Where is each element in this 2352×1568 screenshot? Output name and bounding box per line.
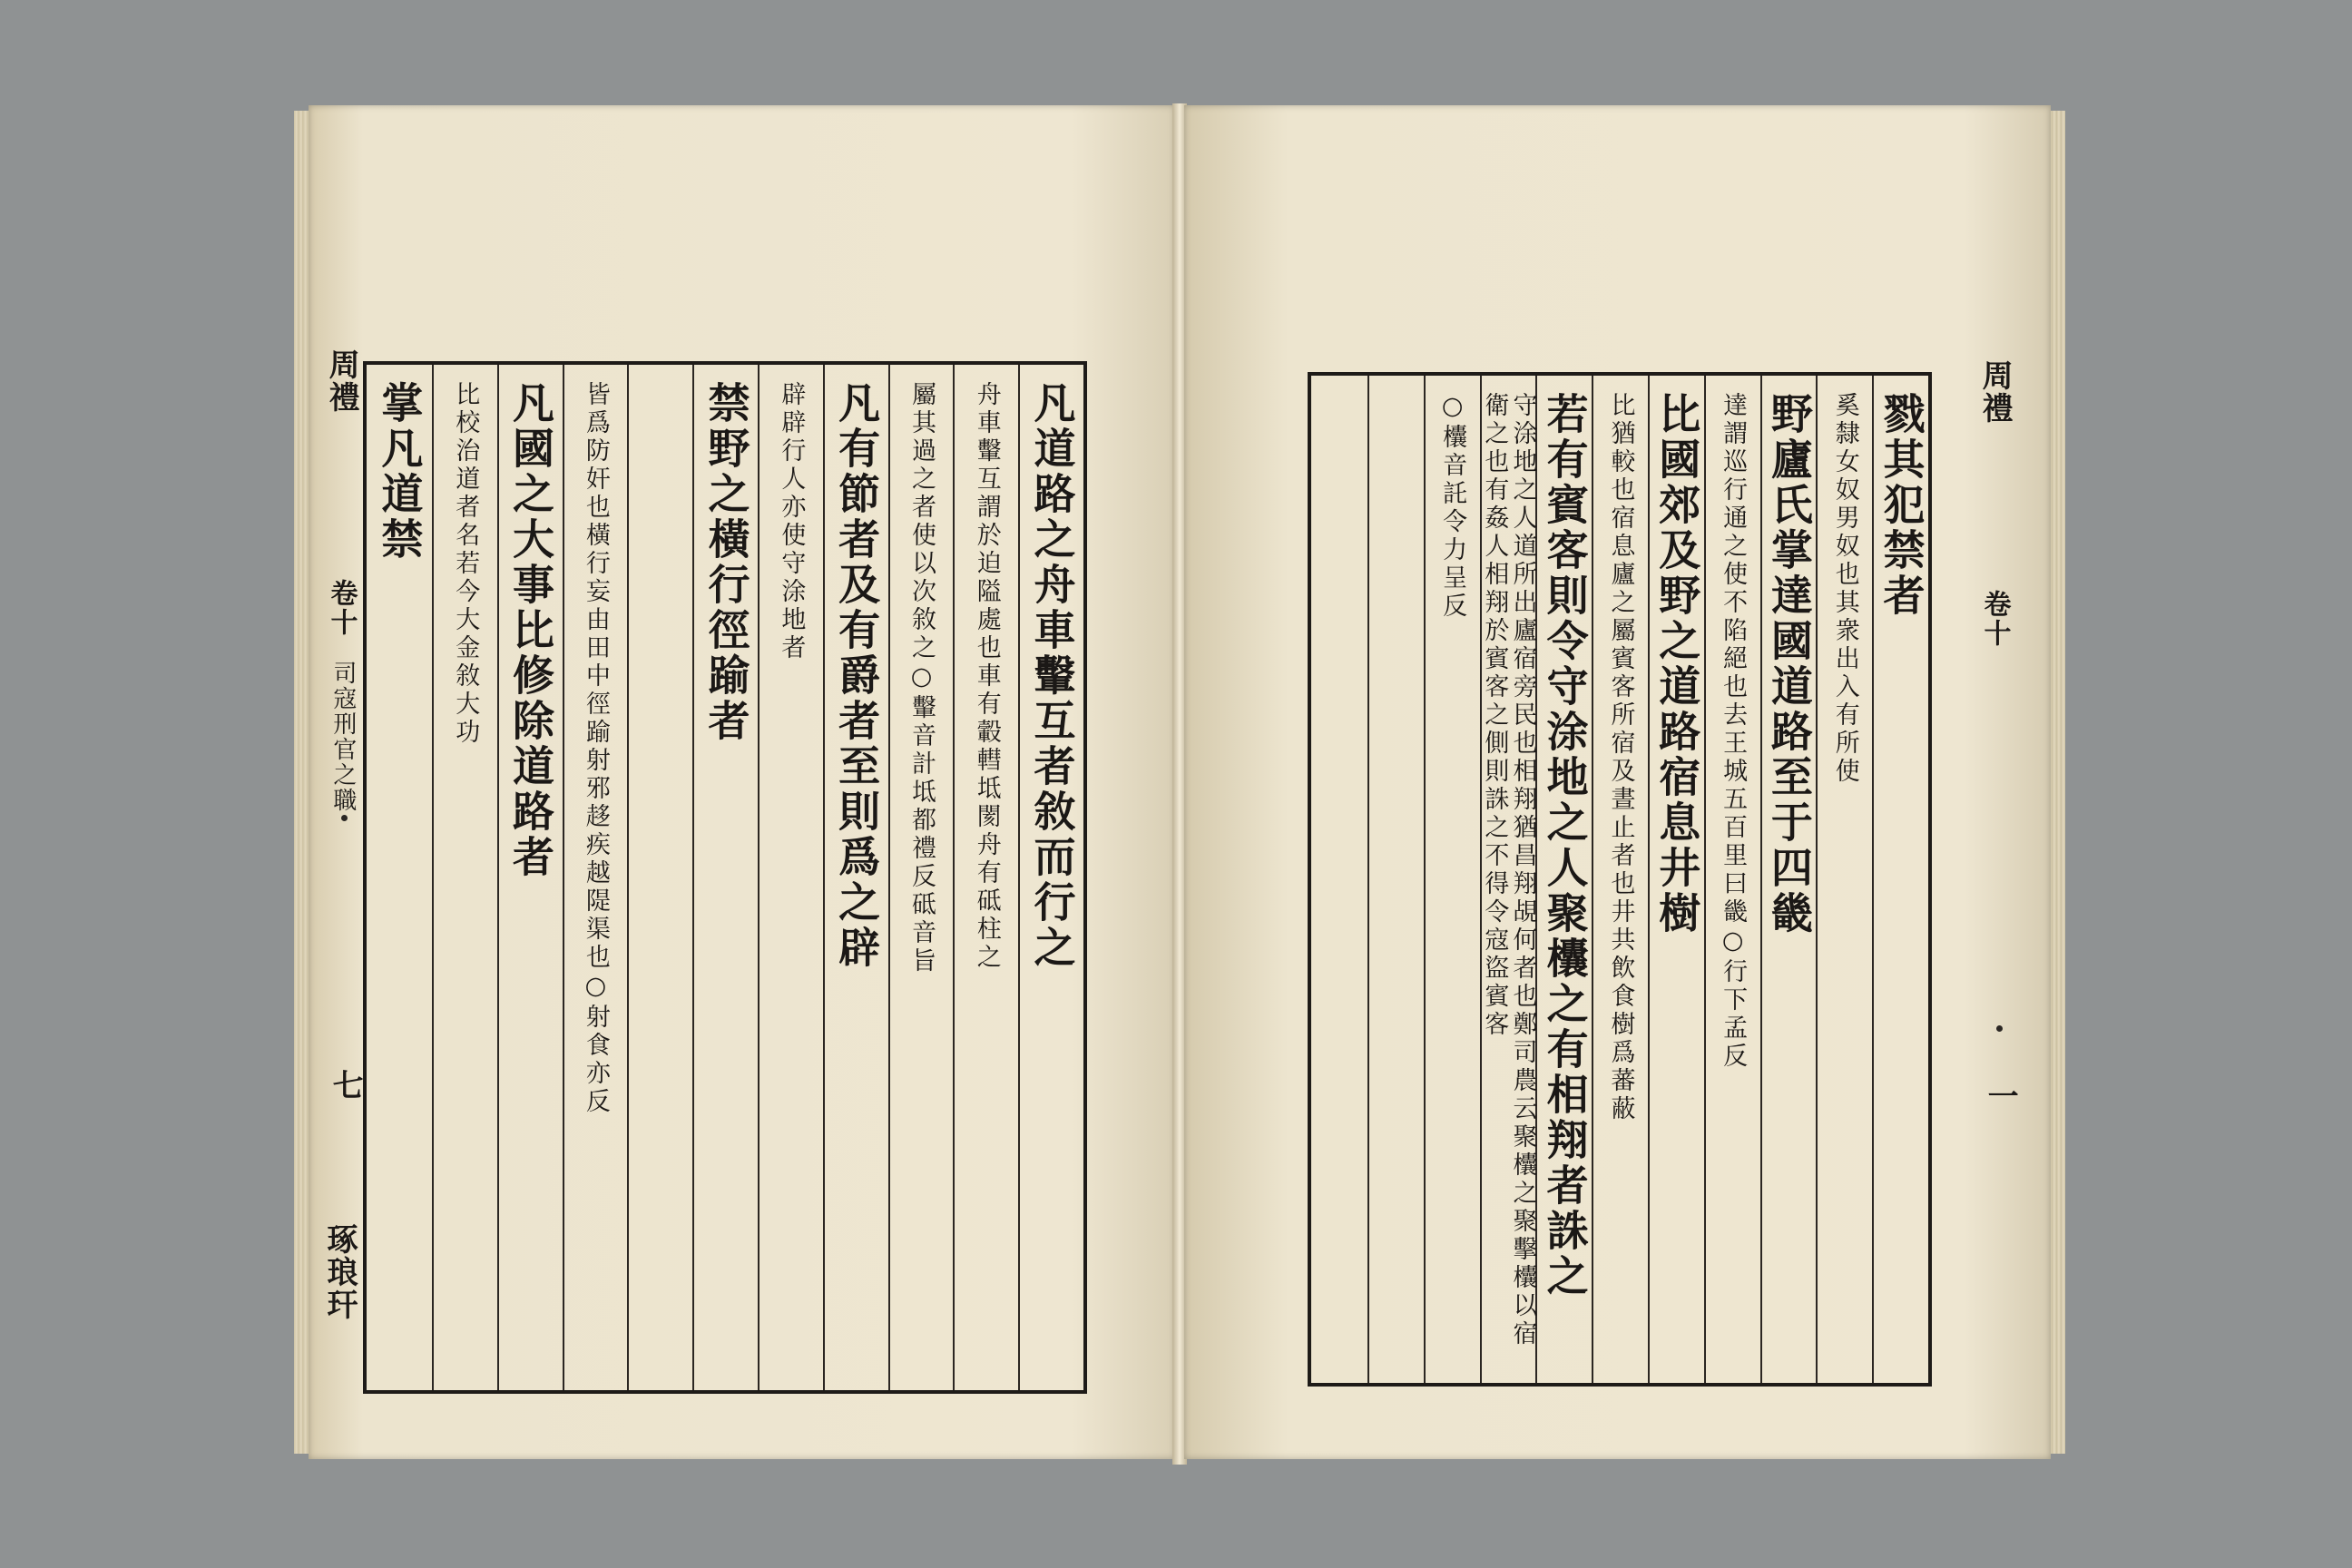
commentary-text: 比校治道者名若今大金敘大功: [451, 381, 480, 747]
main-text: 若有賓客則令守涂地之人聚欜之有相翔者誅之: [1540, 392, 1590, 1299]
main-text: 凡有節者及有爵者至則爲之辟: [832, 381, 882, 971]
commentary-text: 辟辟行人亦使守涂地者: [777, 381, 806, 662]
text-column: [758, 365, 823, 1390]
left-text-columns: [367, 365, 1083, 1390]
left-page: [309, 105, 1175, 1459]
text-column: [953, 365, 1018, 1390]
margin-volume: 卷十: [1978, 590, 2011, 648]
text-column: [1424, 376, 1480, 1383]
commentary-text: 比猶較也宿息廬之屬賓客所宿及晝止者也井共飲食樹爲蕃蔽: [1606, 392, 1635, 1123]
text-column: [1367, 376, 1424, 1383]
margin-section: 司寇刑官之職: [328, 661, 357, 813]
margin-volume: 卷十: [325, 579, 358, 637]
text-column: [1872, 376, 1928, 1383]
commentary-text: 達謂巡行通之使不陷絕也去王城五百里曰畿○行下孟反: [1719, 392, 1748, 1071]
main-text: 掌凡道禁: [375, 381, 425, 563]
text-column: [1816, 376, 1872, 1383]
commentary-text: 舟車轚互謂於迫隘處也車有轂轊坻閡舟有砥柱之: [972, 381, 1001, 972]
main-text: 野廬氏掌達國道路至于四畿: [1764, 392, 1814, 936]
text-column: [823, 365, 888, 1390]
margin-leaf-number: 一: [1982, 1080, 2019, 1112]
text-column: [1704, 376, 1760, 1383]
fold-dot: [1996, 1025, 2003, 1032]
main-text: 戮其犯禁者: [1877, 392, 1926, 619]
text-column: [888, 365, 954, 1390]
main-text: 禁野之橫行徑踰者: [701, 381, 751, 744]
text-column: [432, 365, 497, 1390]
commentary-text: 皆爲防奸也橫行妄由田中徑踰射邪趍疾越隄渠也○射食亦反: [581, 381, 610, 1116]
text-column: [563, 365, 628, 1390]
main-text: 比國郊及野之道路宿息井樹: [1652, 392, 1702, 936]
right-text-frame: [1308, 372, 1932, 1387]
main-text: 凡道路之舟車轚互者敘而行之: [1027, 381, 1077, 971]
commentary-text: ○欜音託令力呈反: [1438, 392, 1467, 621]
text-column: [1480, 376, 1536, 1383]
text-column: [1648, 376, 1704, 1383]
text-column: [1311, 376, 1367, 1383]
margin-book-title: 周禮: [323, 348, 360, 414]
fold-dot: [341, 815, 348, 821]
text-column: [692, 365, 758, 1390]
margin-leaf-number: 七: [327, 1069, 364, 1102]
margin-house-name: 琢琅玕: [321, 1223, 358, 1321]
commentary-text: 守涂地之人道所出廬宿旁民也相翔猶昌翔覘何者也鄭司農云聚欜之聚擊欜以宿衛之也有姦人相翔於賓客之側則誅之不得令寇盜賓客: [1480, 392, 1537, 1348]
left-text-frame: [363, 361, 1087, 1394]
open-book: [309, 98, 2051, 1468]
text-column: [1535, 376, 1592, 1383]
right-margin-strip: [1960, 359, 2042, 1379]
commentary-text: 奚隸女奴男奴也其衆出入有所使: [1830, 392, 1859, 786]
right-text-columns: [1311, 376, 1928, 1383]
right-page: [1184, 105, 2051, 1459]
main-text: 凡國之大事比修除道路者: [506, 381, 556, 880]
text-column: [627, 365, 692, 1390]
margin-book-title: 周禮: [1976, 359, 2014, 425]
commentary-text: 屬其過之者使以次敘之○轚音計坻都禮反砥音旨: [906, 381, 936, 975]
text-column: [367, 365, 432, 1390]
text-column: [1018, 365, 1083, 1390]
text-column: [1760, 376, 1817, 1383]
text-column: [497, 365, 563, 1390]
text-column: [1592, 376, 1648, 1383]
